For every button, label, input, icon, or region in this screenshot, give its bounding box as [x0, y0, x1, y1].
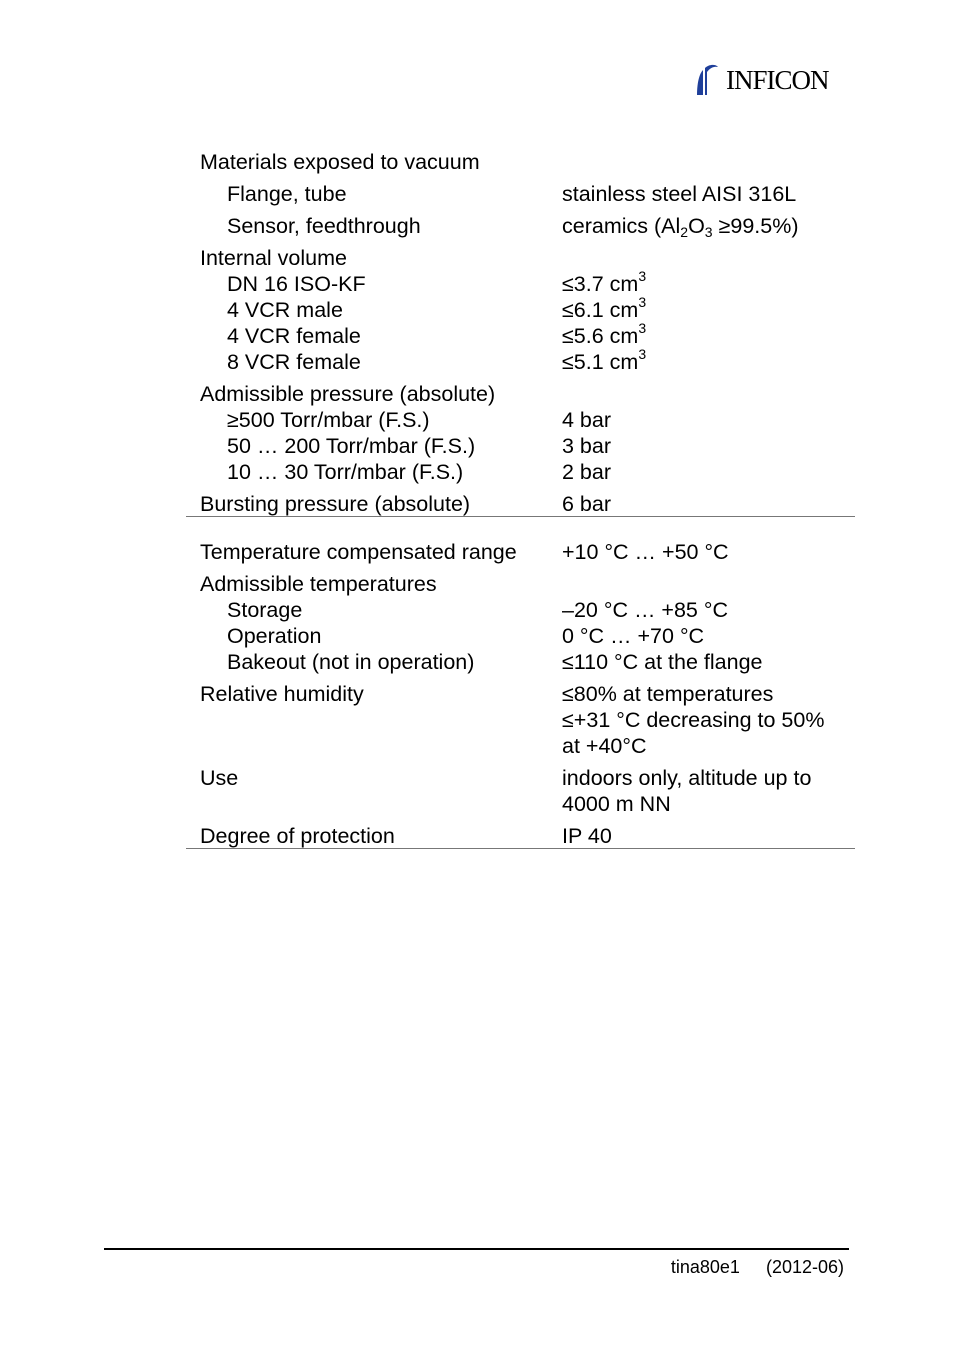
volume-row	[186, 346, 855, 375]
admissible-temperatures-label: Admissible temperatures	[200, 572, 437, 596]
admissible-pressure-label: Admissible pressure (absolute)	[200, 382, 496, 406]
volume-value: ≤5.1 $cm^3$	[562, 346, 647, 374]
spec-table-environment	[186, 539, 855, 849]
use-value-line: 4000 m NN	[562, 792, 671, 816]
volume-row	[186, 268, 855, 297]
footer	[671, 1257, 844, 1278]
temp-compensated-label: Temperature compensated range	[200, 540, 517, 564]
document-date: (2012-06)	[765, 1257, 844, 1277]
temperature-value: 0 °C … +70 °C	[562, 624, 705, 648]
temperature-value: ≤110 °C at the flange	[562, 650, 763, 674]
volume-connection-label: 8 VCR female	[227, 350, 361, 374]
sensor-label: Sensor, feedthrough	[227, 214, 421, 238]
temperature-value: –20 °C … +85 °C	[562, 598, 728, 622]
use-value-line: indoors only, altitude up to	[562, 766, 812, 790]
volume-connection-label: 4 VCR male	[227, 298, 343, 322]
pressure-value: 4 bar	[562, 408, 612, 432]
temperature-row	[186, 649, 855, 675]
volume-row	[186, 294, 855, 323]
use-label: Use	[200, 766, 239, 790]
temperature-row	[186, 597, 855, 623]
logo-wordmark: INFICON	[726, 65, 829, 95]
volume-connection-label: DN 16 ISO-KF	[227, 272, 366, 296]
relative-humidity-value-line: ≤+31 °C decreasing to 50%	[562, 708, 825, 732]
pressure-range-label: ≥500 Torr/mbar (F.S.)	[227, 408, 430, 432]
flange-value: stainless steel AISI 316L	[562, 182, 797, 206]
section-divider	[186, 848, 855, 849]
document-id: tina80e1	[670, 1257, 740, 1277]
pressure-row	[186, 433, 855, 459]
temperature-condition-label: Storage	[227, 598, 303, 622]
flange-label: Flange, tube	[227, 182, 347, 206]
temperature-row	[186, 623, 855, 649]
pressure-range-label: 10 … 30 Torr/mbar (F.S.)	[227, 460, 464, 484]
pressure-row	[186, 407, 855, 433]
volume-value: ≤6.1 $cm^3$	[562, 294, 647, 322]
volume-value: ≤3.7 $cm^3$	[562, 268, 647, 296]
volume-connection-label: 4 VCR female	[227, 324, 361, 348]
pressure-range-label: 50 … 200 Torr/mbar (F.S.)	[227, 434, 476, 458]
relative-humidity-label: Relative humidity	[200, 682, 364, 706]
bursting-pressure-label: Bursting pressure (absolute)	[200, 492, 471, 516]
degree-of-protection-value: IP 40	[562, 824, 612, 848]
degree-of-protection-label: Degree of protection	[200, 824, 395, 848]
footer-rule	[104, 1248, 849, 1250]
bursting-pressure-value: 6 bar	[562, 492, 612, 516]
pressure-value: 3 bar	[562, 434, 612, 458]
inficon-logo-mark-icon	[694, 64, 724, 96]
volume-value: ≤5.6 $cm^3$	[562, 320, 647, 348]
relative-humidity-value-line: ≤80% at temperatures	[562, 682, 774, 706]
temperature-condition-label: Bakeout (not in operation)	[227, 650, 475, 674]
temp-compensated-value: +10 °C … +50 °C	[562, 540, 729, 564]
section-divider	[186, 516, 855, 517]
volume-row	[186, 320, 855, 349]
temperature-condition-label: Operation	[227, 624, 322, 648]
internal-volume-label: Internal volume	[200, 246, 347, 270]
inficon-logo	[694, 64, 829, 96]
materials-label: Materials exposed to vacuum	[200, 150, 480, 174]
sensor-value: ceramics $(Al_2O_3 \ge 99.5\%)$	[562, 214, 799, 240]
pressure-row	[186, 459, 855, 485]
relative-humidity-value-line: at +40°C	[562, 734, 647, 758]
pressure-value: 2 bar	[562, 460, 612, 484]
spec-table-materials-pressure	[186, 149, 855, 517]
